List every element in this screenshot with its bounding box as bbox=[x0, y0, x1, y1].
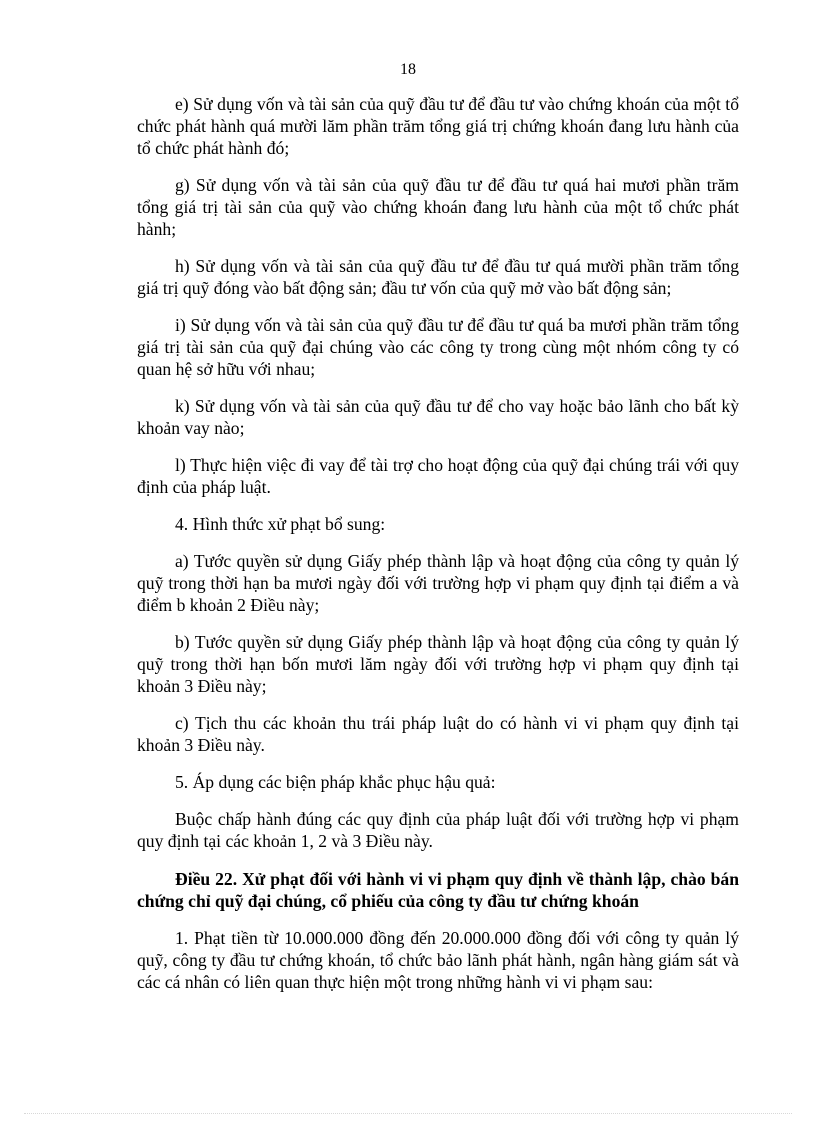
paragraph-clause-5: 5. Áp dụng các biện pháp khắc phục hậu quả: bbox=[175, 772, 496, 792]
paragraph-point-a: a) Tước quyền sử dụng Giấy phép thành lập và hoạt động của công ty quản lý quỹ trong thời hạn ba mươi ngày đối với trường hợp vi phạm quy định tại điểm a và điểm b khoản 2 Điều này; bbox=[137, 551, 739, 615]
paragraph-point-e: e) Sử dụng vốn và tài sản của quỹ đầu tư để đầu tư vào chứng khoán của một tổ chức phát hành quá mười lăm phần trăm tổng giá trị chứng khoán đang lưu hành của tổ chức phát hành đó; bbox=[137, 94, 739, 158]
article-heading: Điều 22. Xử phạt đối với hành vi vi phạm quy định về thành lập, chào bán chứng chỉ quỹ đại chúng, cổ phiếu của công ty đầu tư chứng khoán bbox=[137, 869, 739, 911]
document-body bbox=[137, 93, 739, 1008]
paragraph-point-c: c) Tịch thu các khoản thu trái pháp luật do có hành vi vi phạm quy định tại khoản 3 Điều này. bbox=[137, 713, 739, 755]
paragraph-point-h: h) Sử dụng vốn và tài sản của quỹ đầu tư để đầu tư quá mười phần trăm tổng giá trị quỹ đóng vào bất động sản; đầu tư vốn của quỹ mở vào bất động sản; bbox=[137, 256, 739, 298]
paragraph-point-b: b) Tước quyền sử dụng Giấy phép thành lập và hoạt động của công ty quản lý quỹ trong thời hạn bốn mươi lăm ngày đối với trường hợp vi phạm quy định tại khoản 3 Điều này; bbox=[137, 632, 739, 696]
page-bottom-divider bbox=[24, 1113, 792, 1114]
page-number: 18 bbox=[400, 61, 416, 78]
paragraph-remedy: Buộc chấp hành đúng các quy định của pháp luật đối với trường hợp vi phạm quy định tại các khoản 1, 2 và 3 Điều này. bbox=[137, 809, 739, 851]
paragraph-point-k: k) Sử dụng vốn và tài sản của quỹ đầu tư để cho vay hoặc bảo lãnh cho bất kỳ khoản vay nào; bbox=[137, 396, 739, 438]
paragraph-clause-4: 4. Hình thức xử phạt bổ sung: bbox=[175, 514, 386, 534]
paragraph-point-i: i) Sử dụng vốn và tài sản của quỹ đầu tư để đầu tư quá ba mươi phần trăm tổng giá trị tài sản của quỹ đại chúng vào các công ty trong cùng một nhóm công ty có quan hệ sở hữu với nhau; bbox=[137, 315, 739, 379]
paragraph-article-22-clause-1: 1. Phạt tiền từ 10.000.000 đồng đến 20.000.000 đồng đối với công ty quản lý quỹ, công ty đầu tư chứng khoán, tổ chức bảo lãnh phát hành, ngân hàng giám sát và các cá nhân có liên quan thực hiện một trong những hành vi vi phạm sau: bbox=[137, 928, 739, 992]
paragraph-point-l: l) Thực hiện việc đi vay để tài trợ cho hoạt động của quỹ đại chúng trái với quy định của pháp luật. bbox=[137, 455, 739, 497]
paragraph-point-g: g) Sử dụng vốn và tài sản của quỹ đầu tư để đầu tư quá hai mươi phần trăm tổng giá trị tài sản của quỹ vào chứng khoán đang lưu hành của một tổ chức phát hành; bbox=[137, 175, 739, 239]
